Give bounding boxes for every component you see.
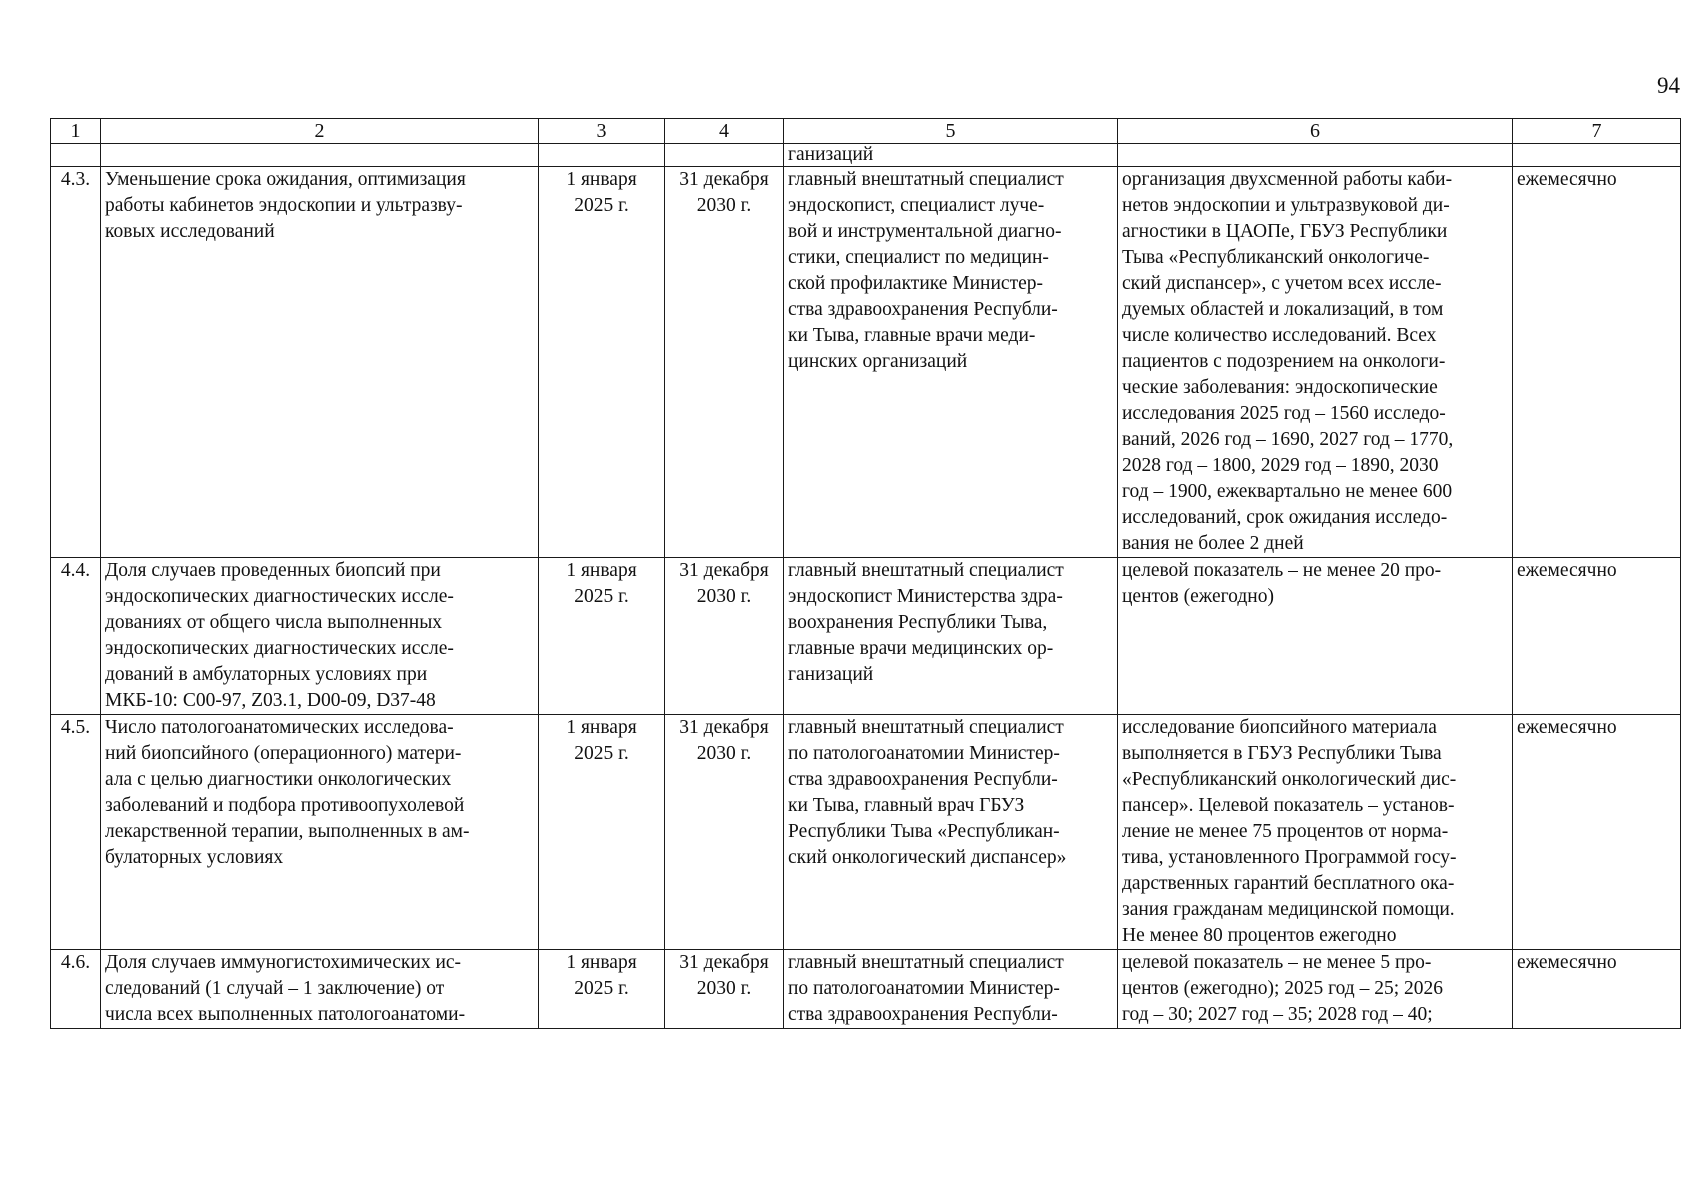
column-header-5: 5: [784, 119, 1118, 144]
expected-result: организация двухсменной работы каби- нетов эндоскопии и ультразвуковой ди- агностики в ЦАОПе, ГБУЗ Республики Тыва «Республиканский онкологиче- ский диспансер», с учетом всех иссле- дуемых областей и локализаций, в том числе количество исследований. Всех пациентов с подозрением на онкологи- ческие заболевания: эндоскопические исследования 2025 год – 1560 исследо- ваний, 2026 год – 1690, 2027 год – 1770, 2028 год – 1800, 2029 год – 1890, 2030 год – 1900, ежеквартально не менее 600 исследований, срок ожидания исследо- вания не более 2 дней: [1118, 167, 1513, 558]
column-number-header-row: [51, 119, 1681, 144]
cont-cell-4: [665, 144, 784, 167]
frequency: ежемесячно: [1513, 167, 1681, 558]
measures-table: [50, 118, 1681, 1029]
start-date: 1 января 2025 г.: [539, 558, 665, 715]
page-number: 94: [1657, 73, 1680, 98]
responsible: главный внештатный специалист эндоскопист, специалист луче- вой и инструментальной диагно- стики, специалист по медицин- ской профилактике Министер- ства здравоохранения Республи- ки Тыва, главные врачи меди- цинских организаций: [784, 167, 1118, 558]
end-date: 31 декабря 2030 г.: [665, 558, 784, 715]
table-row-4-5: [51, 715, 1681, 950]
measure-name: Доля случаев проведенных биопсий при эндоскопических диагностических иссле- дованиях от общего числа выполненных эндоскопических диагностических иссле- дований в амбулаторных условиях при МКБ-10: C00-97, Z03.1, D00-09, D37-48: [101, 558, 539, 715]
frequency: ежемесячно: [1513, 558, 1681, 715]
frequency: ежемесячно: [1513, 950, 1681, 1029]
table-row-4-4: [51, 558, 1681, 715]
table-row-4-3: [51, 167, 1681, 558]
expected-result: исследование биопсийного материала выполняется в ГБУЗ Республики Тыва «Республиканский онкологический дис- пансер». Целевой показатель – установ- ление не менее 75 процентов от норма- тива, установленного Программой госу- дарственных гарантий бесплатного ока- зания гражданам медицинской помощи. Не менее 80 процентов ежегодно: [1118, 715, 1513, 950]
column-header-2: 2: [101, 119, 539, 144]
column-header-4: 4: [665, 119, 784, 144]
table-row-4-6: [51, 950, 1681, 1029]
expected-result: целевой показатель – не менее 5 про- центов (ежегодно); 2025 год – 25; 2026 год – 30; 2027 год – 35; 2028 год – 40;: [1118, 950, 1513, 1029]
cont-cell-3: [539, 144, 665, 167]
start-date: 1 января 2025 г.: [539, 167, 665, 558]
row-number: 4.3.: [51, 167, 101, 558]
measure-name: Доля случаев иммуногистохимических ис- следований (1 случай – 1 заключение) от числа всех выполненных патологоанатоми-: [101, 950, 539, 1029]
measure-name: Уменьшение срока ожидания, оптимизация работы кабинетов эндоскопии и ультразву- ковых исследований: [101, 167, 539, 558]
frequency: ежемесячно: [1513, 715, 1681, 950]
column-header-7: 7: [1513, 119, 1681, 144]
start-date: 1 января 2025 г.: [539, 950, 665, 1029]
start-date: 1 января 2025 г.: [539, 715, 665, 950]
row-number: 4.5.: [51, 715, 101, 950]
responsible: главный внештатный специалист по патологоанатомии Министер- ства здравоохранения Республи- ки Тыва, главный врач ГБУЗ Республики Тыва «Республикан- ский онкологический диспансер»: [784, 715, 1118, 950]
measure-name: Число патологоанатомических исследова- ний биопсийного (операционного) матери- ала с целью диагностики онкологических заболеваний и подбора противоопухолевой лекарственной терапии, выполненных в ам- булаторных условиях: [101, 715, 539, 950]
cont-cell-6: [1118, 144, 1513, 167]
column-header-6: 6: [1118, 119, 1513, 144]
cont-cell-2: [101, 144, 539, 167]
continuation-row: [51, 144, 1681, 167]
expected-result: целевой показатель – не менее 20 про- центов (ежегодно): [1118, 558, 1513, 715]
end-date: 31 декабря 2030 г.: [665, 950, 784, 1029]
cont-cell-7: [1513, 144, 1681, 167]
end-date: 31 декабря 2030 г.: [665, 167, 784, 558]
cont-cell-1: [51, 144, 101, 167]
responsible: главный внештатный специалист эндоскопист Министерства здра- воохранения Республики Тыва, главные врачи медицинских ор- ганизаций: [784, 558, 1118, 715]
column-header-3: 3: [539, 119, 665, 144]
responsible: главный внештатный специалист по патологоанатомии Министер- ства здравоохранения Республи-: [784, 950, 1118, 1029]
column-header-1: 1: [51, 119, 101, 144]
cont-cell-5: ганизаций: [784, 144, 1118, 167]
row-number: 4.4.: [51, 558, 101, 715]
row-number: 4.6.: [51, 950, 101, 1029]
end-date: 31 декабря 2030 г.: [665, 715, 784, 950]
